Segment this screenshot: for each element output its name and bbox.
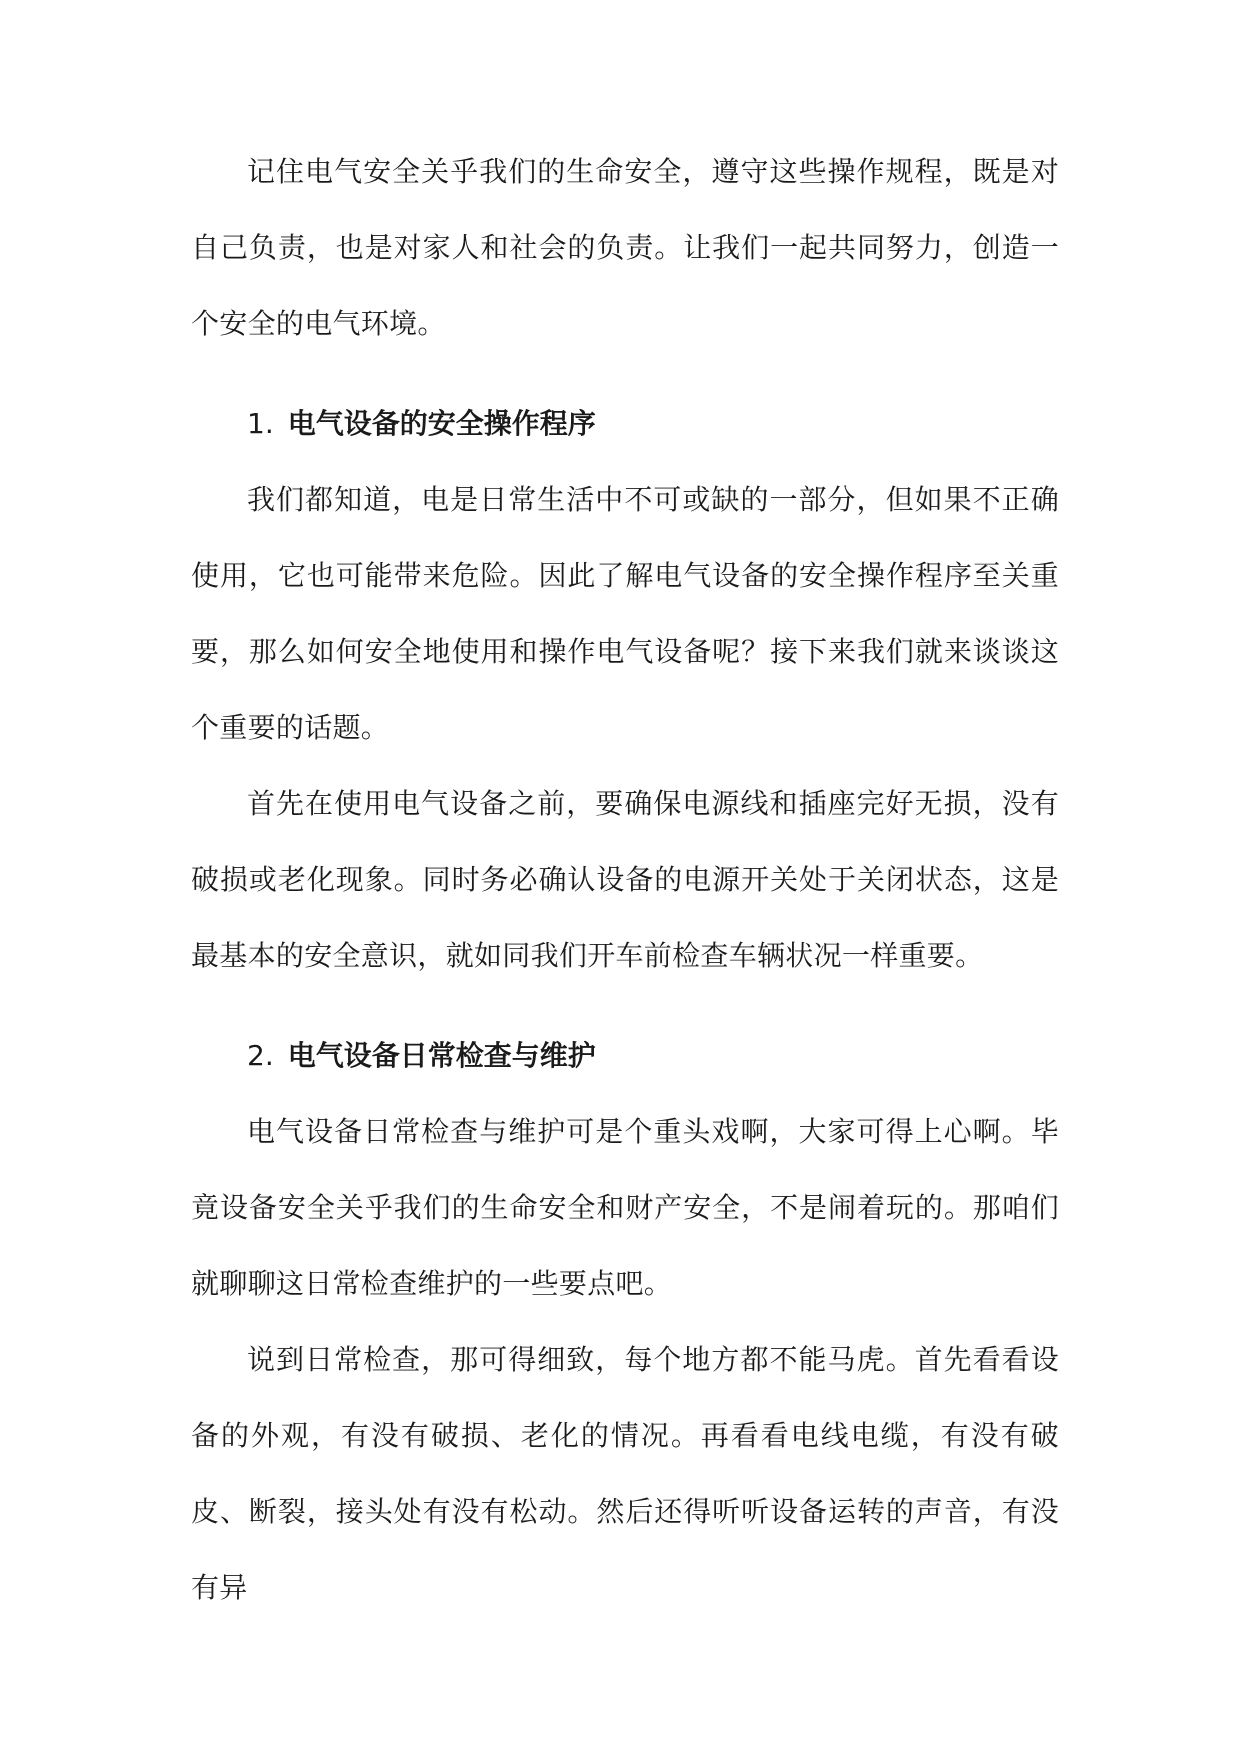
section-2-paragraph-1: 电气设备日常检查与维护可是个重头戏啊，大家可得上心啊。毕竟设备安全关乎我们的生命安全和财产安全，不是闹着玩的。那咱们就聊聊这日常检查维护的一些要点吧。 <box>191 1115 1059 1300</box>
section-1-number: 1. <box>247 407 274 440</box>
section-2-paragraph-2: 说到日常检查，那可得细致，每个地方都不能马虎。首先看看设备的外观，有没有破损、老化的情况。再看看电线电缆，有没有破皮、断裂，接头处有没有松动。然后还得听听设备运转的声音，有没有异 <box>191 1343 1059 1604</box>
section-2-heading <box>191 1018 1059 1094</box>
section-1-title: 电气设备的安全操作程序 <box>287 407 596 440</box>
document-page <box>191 134 1059 1626</box>
section-1-paragraph-2: 首先在使用电气设备之前，要确保电源线和插座完好无损，没有破损或老化现象。同时务必确认设备的电源开关处于关闭状态，这是最基本的安全意识，就如同我们开车前检查车辆状况一样重要。 <box>191 787 1059 972</box>
section-1-paragraph-1: 我们都知道，电是日常生活中不可或缺的一部分，但如果不正确使用，它也可能带来危险。因此了解电气设备的安全操作程序至关重要，那么如何安全地使用和操作电气设备呢？接下来我们就来谈谈这个重要的话题。 <box>191 483 1059 744</box>
section-2-title: 电气设备日常检查与维护 <box>287 1039 596 1072</box>
section-1-heading <box>191 386 1059 462</box>
intro-paragraph: 记住电气安全关乎我们的生命安全，遵守这些操作规程，既是对自己负责，也是对家人和社会的负责。让我们一起共同努力，创造一个安全的电气环境。 <box>191 155 1059 340</box>
section-2-number: 2. <box>247 1039 274 1072</box>
